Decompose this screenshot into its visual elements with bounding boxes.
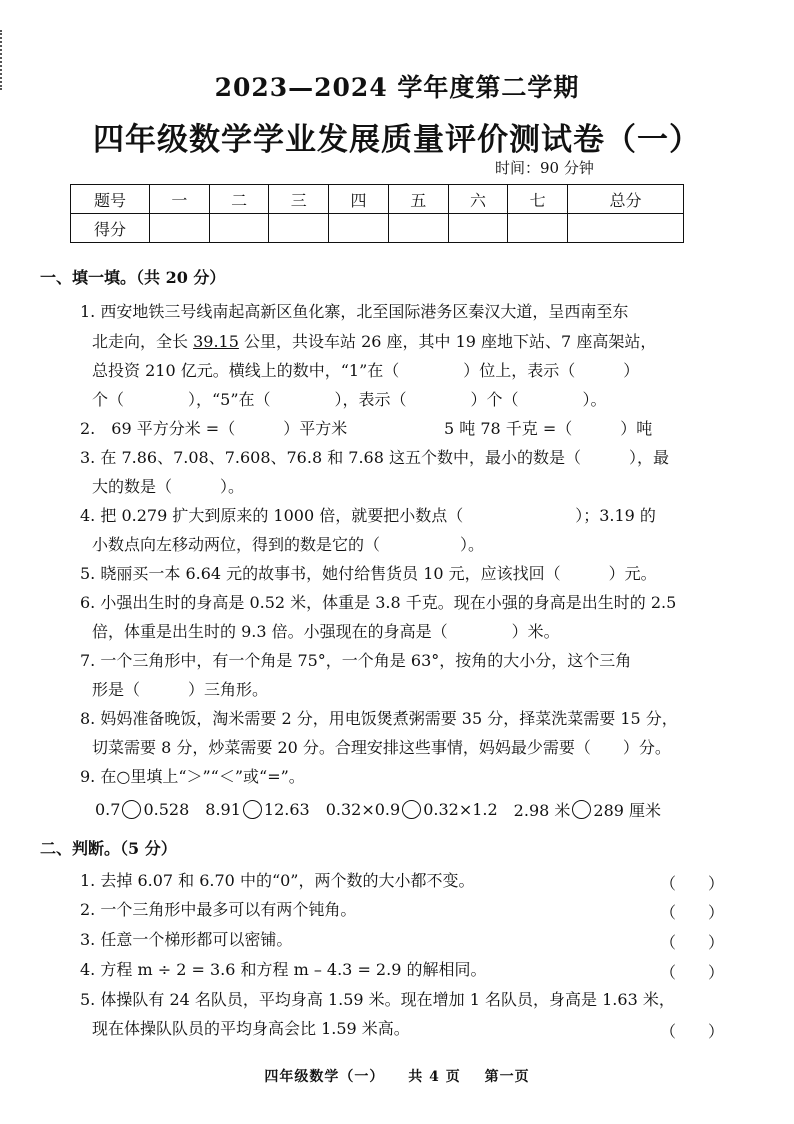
compare-item [205, 800, 309, 819]
q2-part-a: 2. 69 平方分米 =（ ）平方米 [80, 419, 348, 438]
compare-circle[interactable] [243, 800, 262, 819]
score-cell[interactable] [269, 214, 329, 243]
score-table-score-row [71, 214, 684, 243]
compare-left: 2.98 米 [513, 801, 571, 820]
section2-heading: 二、判断。（5 分） [40, 839, 177, 858]
q5-line: 5. 晓丽买一本 6.64 元的故事书，她付给售货员 10 元，应该找回（ ）元。 [80, 564, 657, 583]
q7-line1: 7. 一个三角形中，有一个角是 75°，一个角是 63°，按角的大小分，这个三角 [80, 651, 632, 670]
compare-left: 0.7 [95, 800, 121, 819]
judge-item-2: 2. 一个三角形中最多可以有两个钝角。 [80, 900, 357, 919]
score-table [70, 184, 684, 243]
q9-compare-row [95, 798, 677, 821]
q9-line1: 9. 在○里填上“＞”“＜”或“=”。 [80, 767, 305, 786]
judge-answer-2[interactable]: （ ） [660, 903, 725, 922]
score-header-cell: 四 [329, 185, 389, 214]
footer-total-pages: 共 4 页 [408, 1069, 461, 1085]
q1-line1: 1. 西安地铁三号线南起高新区鱼化寨，北至国际港务区秦汉大道，呈西南至东 [80, 302, 629, 321]
q3-line1: 3. 在 7.86、7.08、7.608、76.8 和 7.68 这五个数中，最小的数是（ ），最 [80, 448, 670, 467]
score-header-cell: 七 [508, 185, 568, 214]
compare-item [326, 800, 498, 819]
score-header-cell: 五 [388, 185, 448, 214]
score-header-cell: 六 [448, 185, 508, 214]
score-header-cell: 三 [269, 185, 329, 214]
score-row-label: 得分 [71, 214, 150, 243]
q1-line2-b: 公里，共设车站 26 座，其中 19 座地下站、7 座高架站， [238, 332, 657, 351]
footer-subject: 四年级数学（一） [264, 1069, 385, 1085]
score-cell[interactable] [329, 214, 389, 243]
q1-line3: 总投资 210 亿元。横线上的数中，“1”在（ ）位上，表示（ ） [92, 361, 640, 380]
judge-item-4: 4. 方程 m ÷ 2 = 3.6 和方程 m – 4.3 = 2.9 的解相同。 [80, 960, 487, 979]
judge-answer-1[interactable]: （ ） [660, 874, 725, 893]
q4-line2: 小数点向左移动两位，得到的数是它的（ ）。 [92, 535, 485, 554]
judge-answer-3[interactable]: （ ） [660, 933, 725, 952]
score-cell[interactable] [150, 214, 210, 243]
q2-part-b: 5 吨 78 千克 =（ ）吨 [444, 419, 653, 438]
q1-line2 [92, 332, 656, 352]
score-cell[interactable] [508, 214, 568, 243]
section1-heading: 一、填一填。（共 20 分） [40, 268, 226, 287]
judge-item-5-line2: 现在体操队队员的平均身高会比 1.59 米高。 [92, 1019, 410, 1038]
score-cell[interactable] [209, 214, 269, 243]
score-header-cell: 题号 [71, 185, 150, 214]
compare-right: 0.32×1.2 [423, 800, 498, 819]
score-header-cell: 一 [150, 185, 210, 214]
q7-line2: 形是（ ）三角形。 [92, 680, 269, 699]
compare-right: 0.528 [143, 800, 190, 819]
footer-page-number: 第一页 [484, 1069, 530, 1085]
compare-item [95, 800, 189, 819]
compare-right: 289 厘米 [593, 801, 662, 820]
page-footer [0, 1066, 794, 1086]
q6-line1: 6. 小强出生时的身高是 0.52 米，体重是 3.8 千克。现在小强的身高是出生时的 2.5 [80, 593, 677, 612]
q8-line2: 切菜需要 8 分，炒菜需要 20 分。合理安排这些事情，妈妈最少需要（ ）分。 [92, 738, 671, 757]
score-cell[interactable] [568, 214, 684, 243]
score-header-cell: 二 [209, 185, 269, 214]
judge-answer-4[interactable]: （ ） [660, 963, 725, 982]
score-cell[interactable] [448, 214, 508, 243]
q3-line2: 大的数是（ ）。 [92, 477, 245, 496]
score-cell[interactable] [388, 214, 448, 243]
judge-item-5: 5. 体操队有 24 名队员，平均身高 1.59 米。现在增加 1 名队员，身高是 1.63 米， [80, 990, 675, 1009]
compare-circle[interactable] [572, 800, 591, 819]
judge-item-1: 1. 去掉 6.07 和 6.70 中的“0”，两个数的大小都不变。 [80, 871, 475, 890]
q4-line1: 4. 把 0.279 扩大到原来的 1000 倍，就要把小数点（ ）；3.19 的 [80, 506, 656, 525]
judge-answer-5[interactable]: （ ） [660, 1022, 725, 1041]
compare-circle[interactable] [402, 800, 421, 819]
q1-line2-a: 北走向，全长 [92, 332, 194, 351]
exam-time: 时间：90 分钟 [495, 159, 594, 177]
title-year: 2023—2024 学年度第二学期 [214, 73, 580, 102]
compare-item [514, 798, 661, 821]
score-table-header-row [71, 185, 684, 214]
q1-line4: 个（ ），“5”在（ ），表示（ ）个（ ）。 [92, 390, 607, 409]
q6-line2: 倍，体重是出生时的 9.3 倍。小强现在的身高是（ ）米。 [92, 622, 560, 641]
compare-left: 0.32×0.9 [325, 800, 401, 819]
compare-left: 8.91 [205, 800, 241, 819]
q8-line1: 8. 妈妈准备晚饭，淘米需要 2 分，用电饭煲煮粥需要 35 分，择菜洗菜需要 15 分， [80, 709, 678, 728]
q1-length-value: 39.15 [193, 332, 239, 351]
judge-item-3: 3. 任意一个梯形都可以密铺。 [80, 930, 293, 949]
title-exam: 四年级数学学业发展质量评价测试卷（一） [93, 122, 701, 158]
compare-right: 12.63 [263, 800, 310, 819]
compare-circle[interactable] [122, 800, 141, 819]
score-header-cell: 总分 [568, 185, 684, 214]
